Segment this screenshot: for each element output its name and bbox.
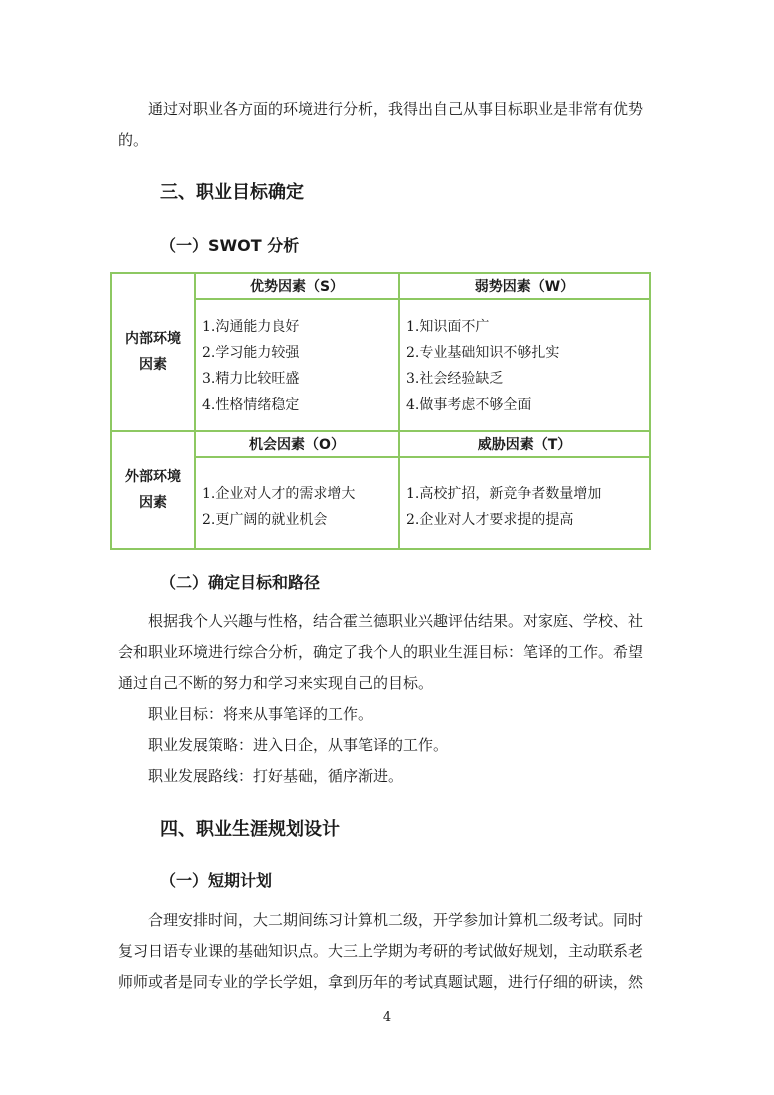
intro-line-1: 通过对职业各方面的环境进行分析，我得出自己从事目标职业是非常有优势 — [148, 100, 644, 118]
external-factors-label — [111, 431, 195, 549]
internal-factors-label — [111, 273, 195, 431]
list-item: 1.企业对人才的需求增大 — [202, 486, 356, 502]
career-goal: 职业目标：将来从事笔译的工作。 — [148, 705, 374, 723]
list-item: 1.高校扩招，新竞争者数量增加 — [406, 486, 602, 502]
career-route: 职业发展路线：打好基础，循序渐进。 — [148, 767, 404, 785]
threats-list — [399, 457, 650, 549]
external-label-line-2: 因素 — [139, 495, 167, 511]
internal-label-line-2: 因素 — [139, 357, 167, 373]
list-item: 3.精力比较旺盛 — [202, 371, 300, 387]
swot-table — [110, 272, 651, 550]
paragraph-line: 复习日语专业课的基础知识点。大三上学期为考研的考试做好规划，主动联系老 — [118, 942, 644, 960]
list-item: 2.企业对人才要求提的提高 — [406, 512, 574, 528]
list-item: 1.沟通能力良好 — [202, 319, 300, 335]
swot-subheading: （一）SWOT 分析 — [160, 236, 300, 255]
career-strategy: 职业发展策略：进入日企，从事笔译的工作。 — [148, 736, 449, 754]
paragraph-line: 根据我个人兴趣与性格，结合霍兰德职业兴趣评估结果。对家庭、学校、社 — [148, 612, 644, 630]
paragraph-line: 通过自己不断的努力和学习来实现自己的目标。 — [118, 674, 434, 692]
opportunities-header: 机会因素（O） — [195, 431, 399, 457]
external-label-line-1: 外部环境 — [125, 469, 181, 485]
page-number: 4 — [382, 1010, 392, 1025]
weaknesses-list — [399, 299, 650, 431]
goal-path-subheading: （二）确定目标和路径 — [160, 573, 321, 592]
list-item: 1.知识面不广 — [406, 319, 490, 335]
weaknesses-header: 弱势因素（W） — [399, 273, 650, 299]
paragraph-line: 合理安排时间，大二期间练习计算机二级，开学参加计算机二级考试。同时 — [148, 911, 644, 929]
opportunities-list — [195, 457, 399, 549]
list-item: 4.性格情绪稳定 — [202, 397, 300, 413]
list-item: 2.更广阔的就业机会 — [202, 512, 328, 528]
threats-header: 威胁因素（T） — [399, 431, 650, 457]
paragraph-line: 会和职业环境进行综合分析，确定了我个人的职业生涯目标：笔译的工作。希望 — [118, 643, 644, 661]
internal-label-line-1: 内部环境 — [125, 331, 181, 347]
list-item: 2.学习能力较强 — [202, 345, 300, 361]
section-4-heading: 四、职业生涯规划设计 — [160, 819, 340, 840]
section-3-heading: 三、职业目标确定 — [160, 182, 304, 203]
strengths-header: 优势因素（S） — [195, 273, 399, 299]
list-item: 3.社会经验缺乏 — [406, 371, 504, 387]
list-item: 2.专业基础知识不够扎实 — [406, 345, 560, 361]
paragraph-line: 师师或者是同专业的学长学姐，拿到历年的考试真题试题，进行仔细的研读，然 — [118, 973, 644, 991]
list-item: 4.做事考虑不够全面 — [406, 397, 532, 413]
strengths-list — [195, 299, 399, 431]
short-term-subheading: （一）短期计划 — [160, 871, 273, 890]
intro-line-2: 的。 — [118, 131, 149, 149]
